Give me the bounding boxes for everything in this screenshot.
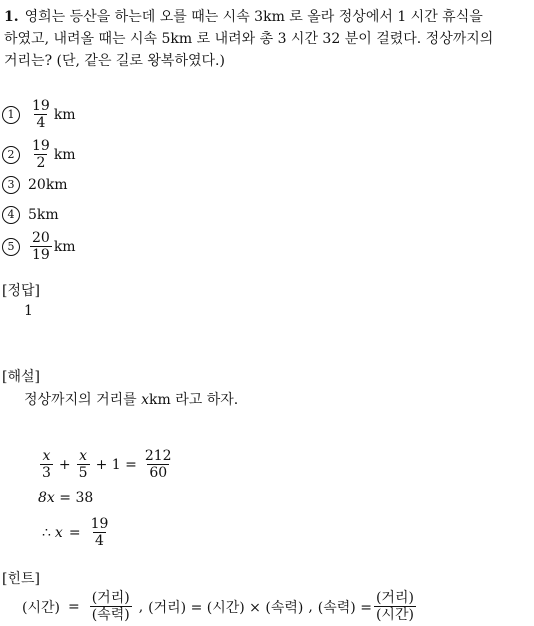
option-2-fraction bbox=[30, 138, 52, 171]
hint-f1-lhs: (시간) bbox=[22, 599, 60, 616]
question-line-3: 거리는? (단, 같은 길로 왕복하였다.) bbox=[4, 53, 225, 69]
question-line-2: 하였고, 내려올 때는 시속 5km 로 내려와 총 3 시간 32 분이 걸렸다. 정상까지의 bbox=[4, 31, 494, 47]
eq1-rhs-den: 60 bbox=[149, 465, 168, 481]
option-marker-5: 5 bbox=[2, 238, 20, 256]
question-line-1 bbox=[4, 6, 483, 28]
option-marker-2: 2 bbox=[2, 146, 20, 164]
option-2-denominator: 2 bbox=[36, 155, 46, 171]
option-2-unit: km bbox=[53, 146, 76, 163]
hint-f3-den: (시간) bbox=[375, 607, 414, 623]
eq1-plus: + bbox=[58, 456, 71, 473]
eq3-num: 19 bbox=[90, 516, 109, 532]
hint-f3-lhs: (속력) = bbox=[317, 599, 372, 616]
option-2-numerator: 19 bbox=[32, 138, 50, 154]
option-4[interactable] bbox=[2, 206, 59, 224]
hint-sep-2: , bbox=[308, 598, 313, 615]
answer-value: 1 bbox=[24, 303, 33, 319]
explanation-intro-post: km 라고 하자. bbox=[149, 392, 239, 408]
equation-2 bbox=[38, 490, 93, 506]
option-5-unit: km bbox=[53, 238, 76, 255]
eq1-term1-den: 3 bbox=[42, 465, 51, 481]
eq3-fraction bbox=[89, 516, 111, 549]
eq1-term1 bbox=[40, 448, 53, 481]
eq2-lhs: 8x bbox=[38, 490, 55, 506]
option-5-numerator: 20 bbox=[32, 230, 50, 246]
option-5-denominator: 19 bbox=[32, 247, 50, 263]
hint-f1-num: (거리) bbox=[91, 590, 130, 606]
explanation-label: [해설] bbox=[2, 369, 40, 385]
option-1-unit: km bbox=[53, 106, 76, 123]
eq1-rhs-num: 212 bbox=[144, 448, 172, 464]
eq1-term2 bbox=[77, 448, 90, 481]
option-3-text: 20km bbox=[28, 177, 68, 193]
option-3[interactable] bbox=[2, 176, 68, 194]
eq3-var: x bbox=[54, 524, 63, 541]
option-marker-1: 1 bbox=[2, 106, 20, 124]
hint-sep-1: , bbox=[138, 598, 144, 615]
eq1-rhs bbox=[143, 448, 174, 481]
answer-label: [정답] bbox=[2, 283, 40, 299]
eq1-term2-den: 5 bbox=[78, 465, 88, 481]
equation-1 bbox=[38, 448, 176, 481]
explanation-intro-var: x bbox=[141, 392, 149, 408]
option-1-numerator: 19 bbox=[32, 98, 50, 114]
equation-3 bbox=[42, 516, 112, 549]
eq3-den: 4 bbox=[95, 533, 104, 549]
eq2-rhs: = 38 bbox=[59, 490, 94, 506]
hint-f1-eq: = bbox=[67, 598, 80, 615]
hint-formulas bbox=[22, 590, 418, 623]
hint-f3-num: (거리) bbox=[375, 590, 414, 606]
eq1-term1-num: x bbox=[42, 448, 51, 464]
hint-f2: (거리) = (시간) × (속력) bbox=[148, 599, 304, 616]
hint-f3-fraction bbox=[374, 590, 416, 623]
option-5-fraction bbox=[30, 230, 52, 263]
option-marker-3: 3 bbox=[2, 176, 20, 194]
eq1-rest: + 1 = bbox=[95, 456, 137, 473]
explanation-intro-pre: 정상까지의 거리를 bbox=[24, 392, 142, 408]
option-1-fraction bbox=[30, 98, 52, 131]
eq1-term2-num: x bbox=[79, 448, 88, 464]
option-5[interactable] bbox=[2, 230, 76, 263]
therefore-symbol: ∴ bbox=[42, 524, 51, 541]
hint-label: [힌트] bbox=[2, 571, 40, 587]
option-1-denominator: 4 bbox=[36, 115, 46, 131]
option-2[interactable] bbox=[2, 138, 76, 171]
option-1[interactable] bbox=[2, 98, 76, 131]
explanation-intro bbox=[24, 389, 238, 409]
hint-f1-den: (속력) bbox=[91, 607, 130, 623]
question-number: 1. bbox=[4, 9, 19, 25]
option-marker-4: 4 bbox=[2, 206, 20, 224]
eq3-equals: = bbox=[68, 524, 81, 541]
hint-f1-fraction bbox=[90, 590, 132, 623]
question-text-1: 영희는 등산을 하는데 오를 때는 시속 3km 로 올라 정상에서 1 시간 휴식을 bbox=[24, 9, 483, 25]
option-4-text: 5km bbox=[28, 207, 59, 223]
